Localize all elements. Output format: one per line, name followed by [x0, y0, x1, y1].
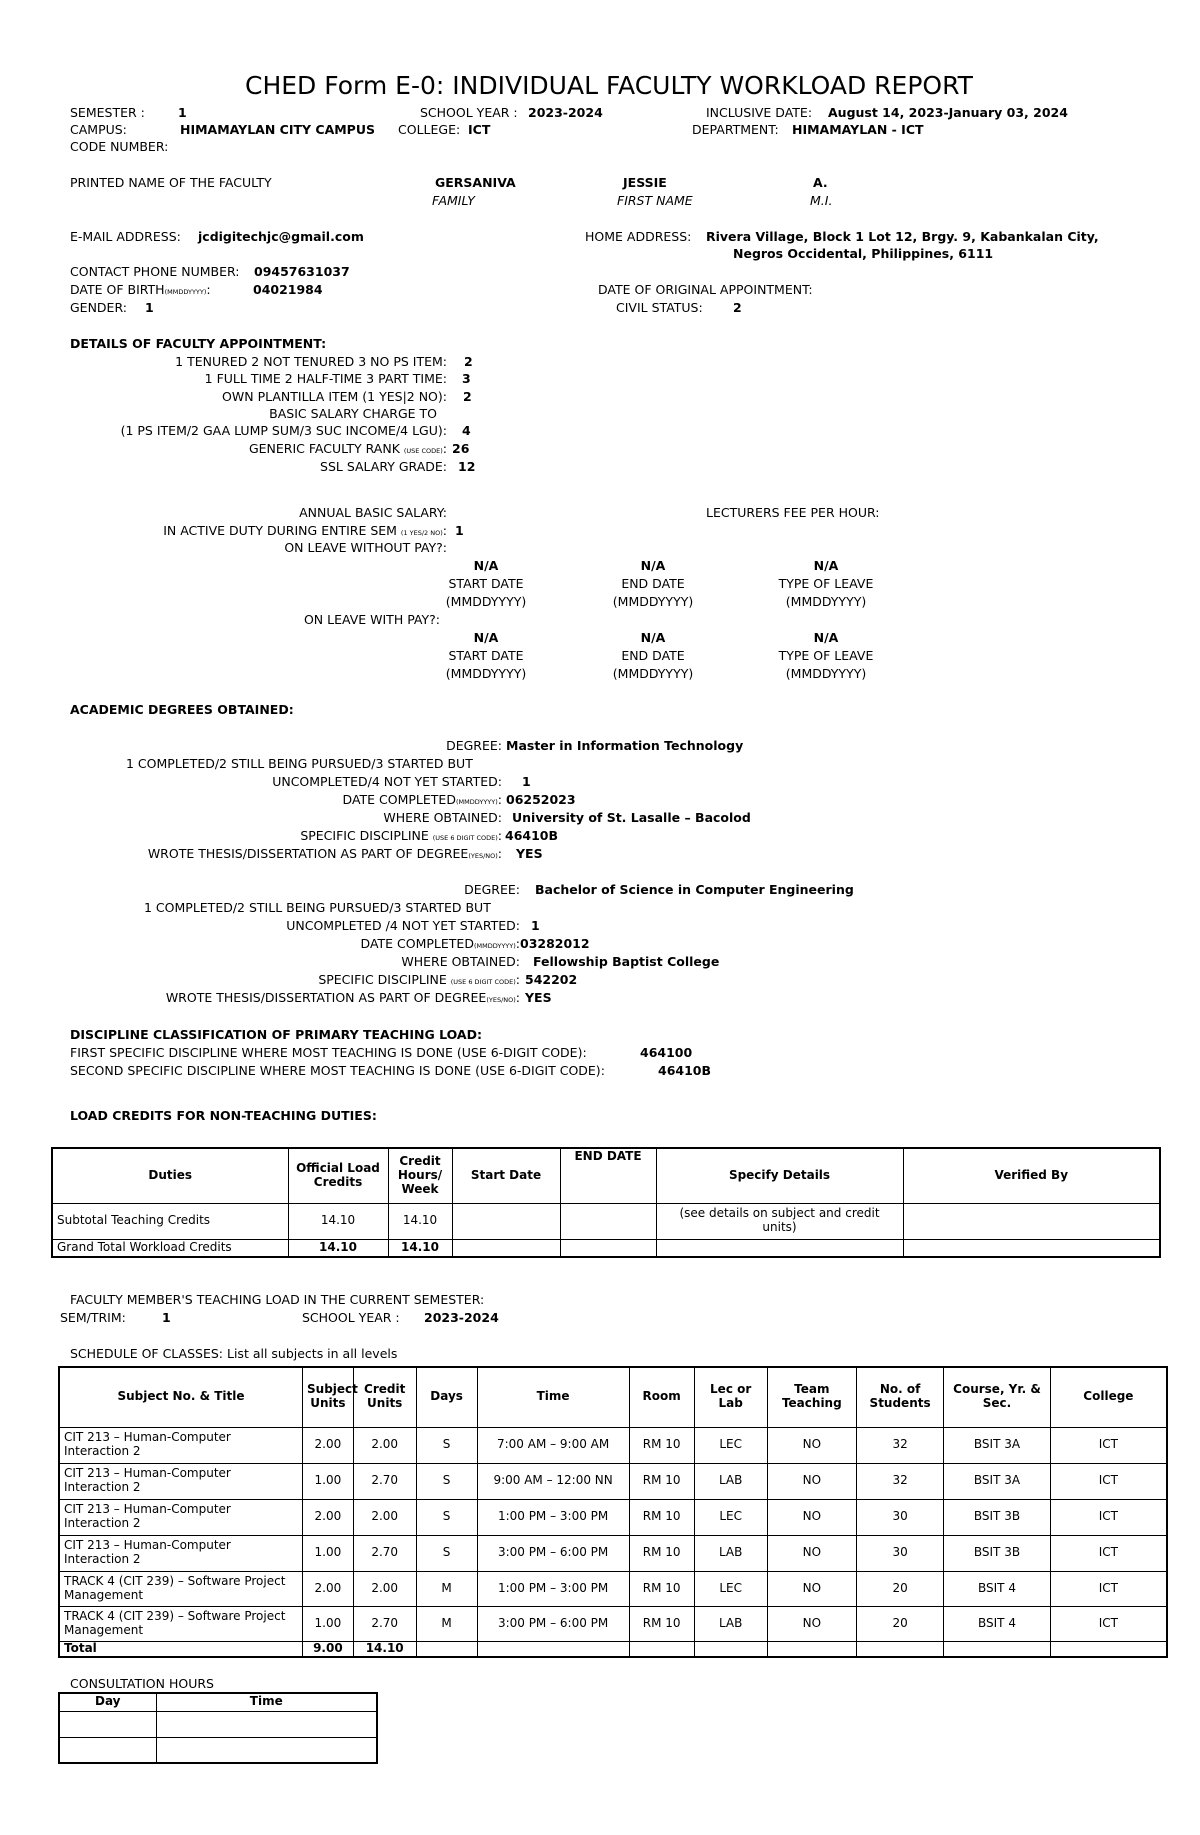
start-date-caption: START DATE	[448, 648, 524, 663]
table-cell: S	[416, 1499, 477, 1535]
active-duty-label: IN ACTIVE DUTY DURING ENTIRE SEM (1 YES/2 NO):	[163, 523, 447, 538]
table-cell: 1.00	[303, 1606, 354, 1641]
table-cell: M	[416, 1606, 477, 1641]
table-cell	[903, 1239, 1160, 1257]
table-cell: ICT	[1050, 1606, 1167, 1641]
table-cell: 14.10	[388, 1203, 452, 1239]
table-cell: RM 10	[629, 1535, 694, 1571]
total-label: Total	[59, 1641, 303, 1657]
home-address-line2: Negros Occidental, Philippines, 6111	[733, 246, 994, 261]
column-header: Subject Units	[303, 1367, 354, 1427]
home-address-line1: Rivera Village, Block 1 Lot 12, Brgy. 9, Kabankalan City,	[706, 229, 1099, 244]
table-row	[59, 1571, 1167, 1606]
phone-value: 09457631037	[254, 264, 350, 279]
civil-status-label: CIVIL STATUS:	[616, 300, 703, 315]
column-header: Verified By	[903, 1148, 1160, 1203]
faculty-family-name: GERSANIVA	[435, 175, 516, 190]
salary-charge-label-2: (1 PS ITEM/2 GAA LUMP SUM/3 SUC INCOME/4 LGU):	[120, 423, 447, 438]
table-cell: BSIT 4	[944, 1606, 1051, 1641]
table-cell: 30	[856, 1535, 943, 1571]
table-cell: RM 10	[629, 1499, 694, 1535]
table-cell: LAB	[694, 1606, 767, 1641]
table-cell	[560, 1203, 656, 1239]
degree-1-where: University of St. Lasalle – Bacolod	[512, 810, 751, 825]
time-label: 1 FULL TIME 2 HALF-TIME 3 PART TIME:	[204, 371, 447, 386]
page-title: CHED Form E-0: INDIVIDUAL FACULTY WORKLOAD REPORT	[245, 71, 973, 100]
table-cell: 2.70	[353, 1535, 416, 1571]
table-cell: CIT 213 – Human-Computer Interaction 2	[59, 1535, 303, 1571]
table-cell: LEC	[694, 1571, 767, 1606]
leave-without-type: N/A	[813, 558, 839, 573]
table-cell: RM 10	[629, 1463, 694, 1499]
time-value: 3	[462, 371, 471, 386]
salary-charge-label-1: BASIC SALARY CHARGE TO	[269, 406, 437, 421]
dob-value: 04021984	[253, 282, 323, 297]
table-cell: LEC	[694, 1427, 767, 1463]
table-row	[59, 1606, 1167, 1641]
table-header-row	[59, 1693, 377, 1711]
college-value: ICT	[468, 122, 491, 137]
degree-label: DEGREE:	[464, 882, 520, 897]
table-header-row	[52, 1148, 1160, 1203]
teaching-load-heading: FACULTY MEMBER'S TEACHING LOAD IN THE CURRENT SEMESTER:	[70, 1292, 485, 1307]
table-cell: LAB	[694, 1535, 767, 1571]
consultation-table	[58, 1692, 378, 1764]
table-cell: BSIT 3A	[944, 1427, 1051, 1463]
table-cell: TRACK 4 (CIT 239) – Software Project Management	[59, 1571, 303, 1606]
table-cell: 1:00 PM – 3:00 PM	[477, 1571, 629, 1606]
dob-label: DATE OF BIRTH(MMDDYYYY):	[70, 282, 211, 297]
table-cell: 32	[856, 1427, 943, 1463]
column-header: Room	[629, 1367, 694, 1427]
table-cell: NO	[767, 1535, 856, 1571]
family-caption: FAMILY	[432, 193, 475, 208]
campus-value: HIMAMAYLAN CITY CAMPUS	[180, 122, 376, 137]
degree-2-where: Fellowship Baptist College	[533, 954, 720, 969]
college-label: COLLEGE:	[398, 122, 461, 137]
table-cell: LEC	[694, 1499, 767, 1535]
load-credits-table	[51, 1147, 1161, 1258]
table-cell: TRACK 4 (CIT 239) – Software Project Management	[59, 1606, 303, 1641]
gender-label: GENDER:	[70, 300, 127, 315]
table-cell	[903, 1203, 1160, 1239]
discipline-label: SPECIFIC DISCIPLINE (USE 6 DIGIT CODE):	[318, 972, 520, 987]
table-row	[59, 1737, 377, 1763]
table-cell: 2.00	[303, 1427, 354, 1463]
table-cell: S	[416, 1463, 477, 1499]
table-cell: 32	[856, 1463, 943, 1499]
table-row	[52, 1203, 1160, 1239]
tenure-label: 1 TENURED 2 NOT TENURED 3 NO PS ITEM:	[175, 354, 447, 369]
table-cell: 9:00 AM – 12:00 NN	[477, 1463, 629, 1499]
column-header: Time	[477, 1367, 629, 1427]
column-header: Team Teaching	[767, 1367, 856, 1427]
table-cell	[656, 1239, 903, 1257]
table-cell: 1.00	[303, 1535, 354, 1571]
table-cell: BSIT 3B	[944, 1535, 1051, 1571]
table-cell: 2.70	[353, 1606, 416, 1641]
end-date-caption: END DATE	[621, 576, 685, 591]
degree-status-label-1: 1 COMPLETED/2 STILL BEING PURSUED/3 STARTED BUT	[144, 900, 491, 915]
sem-trim-label: SEM/TRIM:	[60, 1310, 126, 1325]
column-header: College	[1050, 1367, 1167, 1427]
table-cell: NO	[767, 1571, 856, 1606]
first-name-caption: FIRST NAME	[617, 193, 693, 208]
degree-label: DEGREE:	[446, 738, 502, 753]
table-row	[59, 1711, 377, 1737]
civil-status-value: 2	[733, 300, 742, 315]
faculty-middle-initial: A.	[813, 175, 828, 190]
table-cell: BSIT 4	[944, 1571, 1051, 1606]
table-cell: ICT	[1050, 1535, 1167, 1571]
table-cell: RM 10	[629, 1606, 694, 1641]
leave-type-caption: TYPE OF LEAVE	[778, 576, 874, 591]
table-cell: BSIT 3A	[944, 1463, 1051, 1499]
second-discipline-label: SECOND SPECIFIC DISCIPLINE WHERE MOST TEACHING IS DONE (USE 6-DIGIT CODE):	[70, 1063, 605, 1078]
leave-without-end: N/A	[640, 558, 666, 573]
table-cell: CIT 213 – Human-Computer Interaction 2	[59, 1499, 303, 1535]
table-cell: M	[416, 1571, 477, 1606]
table-cell: 3:00 PM – 6:00 PM	[477, 1606, 629, 1641]
column-header: END DATE	[560, 1148, 656, 1203]
tenure-value: 2	[464, 354, 473, 369]
date-format-caption: (MMDDYYYY)	[445, 594, 527, 609]
inclusive-date-value: August 14, 2023-January 03, 2024	[828, 105, 1068, 120]
table-cell: NO	[767, 1499, 856, 1535]
table-cell: 14.10	[288, 1203, 388, 1239]
leave-type-caption: TYPE OF LEAVE	[778, 648, 874, 663]
plantilla-value: 2	[463, 389, 472, 404]
degree-1-status: 1	[522, 774, 531, 789]
appointment-heading: DETAILS OF FACULTY APPOINTMENT:	[70, 336, 327, 351]
date-format-caption: (MMDDYYYY)	[612, 666, 694, 681]
lecturer-fee-label: LECTURERS FEE PER HOUR:	[706, 505, 880, 520]
date-completed-label: DATE COMPLETED(MMDDYYYY):	[360, 936, 520, 951]
degree-1-discipline: 46410B	[505, 828, 559, 843]
column-header: Days	[416, 1367, 477, 1427]
table-row	[59, 1535, 1167, 1571]
table-cell	[560, 1239, 656, 1257]
column-header: Start Date	[452, 1148, 560, 1203]
degree-2-thesis: YES	[525, 990, 552, 1005]
date-format-caption: (MMDDYYYY)	[445, 666, 527, 681]
table-cell: 2.00	[353, 1499, 416, 1535]
date-format-caption: (MMDDYYYY)	[612, 594, 694, 609]
total-subject-units: 9.00	[303, 1641, 354, 1657]
faculty-name-label: PRINTED NAME OF THE FACULTY	[70, 175, 272, 190]
degree-status-label-1: 1 COMPLETED/2 STILL BEING PURSUED/3 STARTED BUT	[126, 756, 473, 771]
table-cell: 1:00 PM – 3:00 PM	[477, 1499, 629, 1535]
column-header: Credit Hours/ Week	[388, 1148, 452, 1203]
where-obtained-label: WHERE OBTAINED:	[401, 954, 520, 969]
table-cell: ICT	[1050, 1463, 1167, 1499]
campus-label: CAMPUS:	[70, 122, 127, 137]
table-cell	[452, 1203, 560, 1239]
table-cell: 7:00 AM – 9:00 AM	[477, 1427, 629, 1463]
table-cell	[452, 1239, 560, 1257]
email-value: jcdigitechjc@gmail.com	[198, 229, 364, 244]
table-cell: 20	[856, 1606, 943, 1641]
table-cell: NO	[767, 1463, 856, 1499]
column-header: Specify Details	[656, 1148, 903, 1203]
school-year-label: SCHOOL YEAR :	[420, 105, 518, 120]
semester-label: SEMESTER :	[70, 105, 145, 120]
column-header: Day	[59, 1693, 156, 1711]
degree-status-label-2: UNCOMPLETED /4 NOT YET STARTED:	[286, 918, 520, 933]
first-discipline-value: 464100	[640, 1045, 693, 1060]
ssl-value: 12	[458, 459, 476, 474]
table-cell: LAB	[694, 1463, 767, 1499]
column-header: No. of Students	[856, 1367, 943, 1427]
table-cell: 2.00	[303, 1571, 354, 1606]
degree-1-thesis: YES	[516, 846, 543, 861]
end-date-caption: END DATE	[621, 648, 685, 663]
start-date-caption: START DATE	[448, 576, 524, 591]
table-cell: RM 10	[629, 1427, 694, 1463]
original-appointment-label: DATE OF ORIGINAL APPOINTMENT:	[598, 282, 813, 297]
where-obtained-label: WHERE OBTAINED:	[383, 810, 502, 825]
degree-1-date: 06252023	[506, 792, 576, 807]
leave-with-pay-label: ON LEAVE WITH PAY?:	[303, 612, 440, 627]
table-cell: ICT	[1050, 1427, 1167, 1463]
degree-2-date: 03282012	[520, 936, 590, 951]
thesis-label: WROTE THESIS/DISSERTATION AS PART OF DEGREE(YES/NO):	[147, 846, 502, 861]
table-cell: S	[416, 1427, 477, 1463]
code-number-label: CODE NUMBER:	[70, 139, 169, 154]
annual-salary-label: ANNUAL BASIC SALARY:	[299, 505, 447, 520]
table-cell: 14.10	[288, 1239, 388, 1257]
discipline-label: SPECIFIC DISCIPLINE (USE 6 DIGIT CODE):	[300, 828, 502, 843]
column-header: Lec or Lab	[694, 1367, 767, 1427]
gender-value: 1	[145, 300, 154, 315]
table-cell: S	[416, 1535, 477, 1571]
table-cell: NO	[767, 1606, 856, 1641]
table-cell: 2.70	[353, 1463, 416, 1499]
table-cell: Grand Total Workload Credits	[52, 1239, 288, 1257]
table-header-row	[59, 1367, 1167, 1427]
leave-with-end: N/A	[640, 630, 666, 645]
column-header: Subject No. & Title	[59, 1367, 303, 1427]
sem-trim-value: 1	[162, 1310, 171, 1325]
department-label: DEPARTMENT:	[692, 122, 779, 137]
rank-label: GENERIC FACULTY RANK (USE CODE):	[248, 441, 447, 456]
table-cell: 20	[856, 1571, 943, 1606]
table-row	[59, 1463, 1167, 1499]
teaching-school-year-value: 2023-2024	[424, 1310, 499, 1325]
schedule-label: SCHEDULE OF CLASSES: List all subjects in all levels	[70, 1346, 398, 1361]
table-cell: 14.10	[388, 1239, 452, 1257]
rank-value: 26	[452, 441, 470, 456]
leave-with-start: N/A	[473, 630, 499, 645]
faculty-first-name: JESSIE	[623, 175, 667, 190]
column-header: Credit Units	[353, 1367, 416, 1427]
date-format-caption: (MMDDYYYY)	[785, 594, 867, 609]
leave-with-type: N/A	[813, 630, 839, 645]
second-discipline-value: 46410B	[658, 1063, 712, 1078]
schedule-table	[58, 1366, 1168, 1658]
salary-charge-value: 4	[462, 423, 471, 438]
table-cell: RM 10	[629, 1571, 694, 1606]
thesis-label: WROTE THESIS/DISSERTATION AS PART OF DEGREE(YES/NO):	[165, 990, 520, 1005]
email-label: E-MAIL ADDRESS:	[70, 229, 181, 244]
table-cell: BSIT 3B	[944, 1499, 1051, 1535]
department-value: HIMAMAYLAN - ICT	[792, 122, 924, 137]
phone-label: CONTACT PHONE NUMBER:	[70, 264, 240, 279]
consultation-heading: CONSULTATION HOURS	[70, 1676, 214, 1691]
column-header: Official Load Credits	[288, 1148, 388, 1203]
active-duty-value: 1	[455, 523, 464, 538]
first-discipline-label: FIRST SPECIFIC DISCIPLINE WHERE MOST TEACHING IS DONE (USE 6-DIGIT CODE):	[70, 1045, 587, 1060]
mi-caption: M.I.	[810, 193, 833, 208]
degree-2-name: Bachelor of Science in Computer Engineering	[535, 882, 854, 897]
table-row	[52, 1239, 1160, 1257]
table-cell: ICT	[1050, 1499, 1167, 1535]
table-row	[59, 1427, 1167, 1463]
table-cell: 2.00	[303, 1499, 354, 1535]
degree-2-status: 1	[531, 918, 540, 933]
column-header: Course, Yr. & Sec.	[944, 1367, 1051, 1427]
table-cell: CIT 213 – Human-Computer Interaction 2	[59, 1463, 303, 1499]
date-completed-label: DATE COMPLETED(MMDDYYYY):	[342, 792, 502, 807]
table-cell: Subtotal Teaching Credits	[52, 1203, 288, 1239]
total-credit-units: 14.10	[353, 1641, 416, 1657]
degrees-heading: ACADEMIC DEGREES OBTAINED:	[70, 702, 294, 717]
load-credits-heading: LOAD CREDITS FOR NON-TEACHING DUTIES:	[70, 1108, 377, 1123]
column-header: Time	[156, 1693, 377, 1711]
ssl-label: SSL SALARY GRADE:	[320, 459, 447, 474]
column-header: Duties	[52, 1148, 288, 1203]
table-cell: NO	[767, 1427, 856, 1463]
leave-without-start: N/A	[473, 558, 499, 573]
table-cell: CIT 213 – Human-Computer Interaction 2	[59, 1427, 303, 1463]
degree-1-name: Master in Information Technology	[506, 738, 744, 753]
school-year-value: 2023-2024	[528, 105, 603, 120]
semester-value: 1	[178, 105, 187, 120]
table-row	[59, 1499, 1167, 1535]
table-cell: 1.00	[303, 1463, 354, 1499]
classification-heading: DISCIPLINE CLASSIFICATION OF PRIMARY TEACHING LOAD:	[70, 1027, 482, 1042]
table-cell: 2.00	[353, 1427, 416, 1463]
degree-2-discipline: 542202	[525, 972, 578, 987]
leave-without-pay-label: ON LEAVE WITHOUT PAY?:	[284, 540, 447, 555]
table-cell: 3:00 PM – 6:00 PM	[477, 1535, 629, 1571]
degree-status-label-2: UNCOMPLETED/4 NOT YET STARTED:	[272, 774, 502, 789]
table-cell: 2.00	[353, 1571, 416, 1606]
plantilla-label: OWN PLANTILLA ITEM (1 YES|2 NO):	[222, 389, 447, 404]
home-address-label: HOME ADDRESS:	[585, 229, 692, 244]
table-cell: 30	[856, 1499, 943, 1535]
table-cell: (see details on subject and credit units)	[656, 1203, 903, 1239]
inclusive-date-label: INCLUSIVE DATE:	[706, 105, 813, 120]
teaching-school-year-label: SCHOOL YEAR :	[302, 1310, 400, 1325]
table-total-row	[59, 1641, 1167, 1657]
date-format-caption: (MMDDYYYY)	[785, 666, 867, 681]
table-cell: ICT	[1050, 1571, 1167, 1606]
